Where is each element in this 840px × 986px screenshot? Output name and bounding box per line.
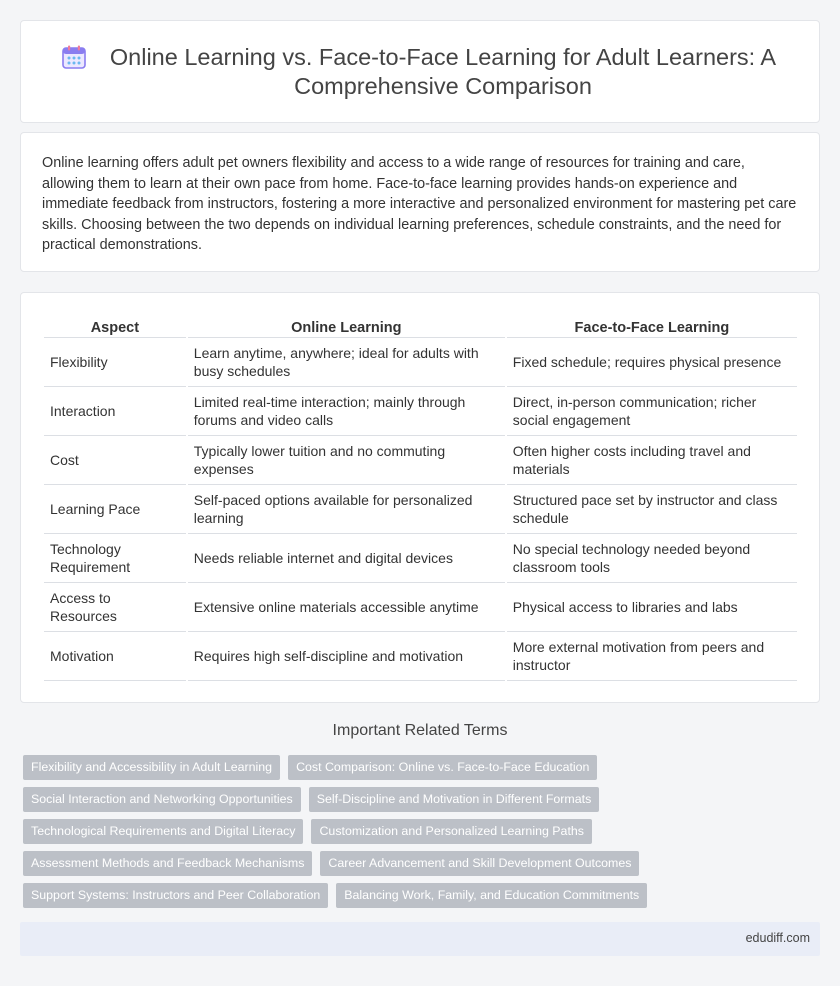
cell-online: Learn anytime, anywhere; ideal for adults with busy schedules — [188, 338, 505, 387]
cell-face-to-face: Often higher costs including travel and materials — [507, 436, 797, 485]
related-terms-list — [23, 755, 803, 915]
cell-face-to-face: Direct, in-person communication; richer social engagement — [507, 387, 797, 436]
header-face-to-face: Face-to-Face Learning — [507, 315, 797, 338]
related-term-tag[interactable]: Cost Comparison: Online vs. Face-to-Face Education — [288, 755, 597, 780]
related-term-tag[interactable]: Balancing Work, Family, and Education Commitments — [336, 883, 647, 908]
intro-paragraph: Online learning offers adult pet owners flexibility and access to a wide range of resources for training and care, allowing them to learn at their own pace from home. Face-to-face learning provides hands-on experience and immediate feedback from instructors, fostering a more interactive and personalized environment for mastering pet care skills. Choosing between the two depends on individual learning preferences, schedule constraints, and the need for practical demonstrations. — [42, 155, 797, 253]
title-row — [21, 21, 819, 122]
related-term-tag[interactable]: Social Interaction and Networking Opportunities — [23, 787, 301, 812]
table-row — [44, 436, 797, 485]
table-row — [44, 534, 797, 583]
tag-row — [23, 883, 803, 908]
table-row — [44, 583, 797, 632]
related-term-tag[interactable]: Career Advancement and Skill Development Outcomes — [320, 851, 639, 876]
cell-aspect: Technology Requirement — [44, 534, 186, 583]
table-row — [44, 632, 797, 681]
related-terms-heading: Important Related Terms — [332, 722, 508, 739]
tag-row — [23, 787, 803, 812]
related-term-tag[interactable]: Assessment Methods and Feedback Mechanisms — [23, 851, 312, 876]
cell-face-to-face: More external motivation from peers and instructor — [507, 632, 797, 681]
related-term-tag[interactable]: Flexibility and Accessibility in Adult Learning — [23, 755, 280, 780]
cell-aspect: Interaction — [44, 387, 186, 436]
header-aspect: Aspect — [44, 315, 186, 338]
page-title: Online Learning vs. Face-to-Face Learning for Adult Learners: A Comprehensive Comparison — [109, 43, 777, 99]
tag-row — [23, 851, 803, 876]
title-card — [20, 20, 820, 123]
cell-aspect: Access to Resources — [44, 583, 186, 632]
cell-online: Needs reliable internet and digital devices — [188, 534, 505, 583]
related-term-tag[interactable]: Support Systems: Instructors and Peer Collaboration — [23, 883, 328, 908]
related-term-tag[interactable]: Self-Discipline and Motivation in Different Formats — [309, 787, 600, 812]
cell-online: Extensive online materials accessible anytime — [188, 583, 505, 632]
calendar-icon — [61, 44, 87, 70]
cell-aspect: Cost — [44, 436, 186, 485]
cell-online: Typically lower tuition and no commuting expenses — [188, 436, 505, 485]
cell-face-to-face: Physical access to libraries and labs — [507, 583, 797, 632]
cell-aspect: Motivation — [44, 632, 186, 681]
cell-aspect: Flexibility — [44, 338, 186, 387]
table-row — [44, 485, 797, 534]
footer-site-link[interactable]: edudiff.com — [745, 931, 810, 945]
tag-row — [23, 819, 803, 844]
table-row — [44, 387, 797, 436]
cell-face-to-face: Structured pace set by instructor and class schedule — [507, 485, 797, 534]
cell-face-to-face: No special technology needed beyond classroom tools — [507, 534, 797, 583]
cell-online: Limited real-time interaction; mainly through forums and video calls — [188, 387, 505, 436]
cell-face-to-face: Fixed schedule; requires physical presence — [507, 338, 797, 387]
table-header-row — [44, 315, 797, 338]
comparison-table — [42, 315, 799, 681]
table-row — [44, 338, 797, 387]
cell-online: Self-paced options available for personalized learning — [188, 485, 505, 534]
footer — [20, 922, 820, 956]
intro-card — [20, 132, 820, 272]
header-online: Online Learning — [188, 315, 505, 338]
cell-online: Requires high self-discipline and motivation — [188, 632, 505, 681]
comparison-card — [20, 292, 820, 703]
cell-aspect: Learning Pace — [44, 485, 186, 534]
related-term-tag[interactable]: Customization and Personalized Learning Paths — [311, 819, 592, 844]
tag-row — [23, 755, 803, 780]
related-term-tag[interactable]: Technological Requirements and Digital Literacy — [23, 819, 303, 844]
